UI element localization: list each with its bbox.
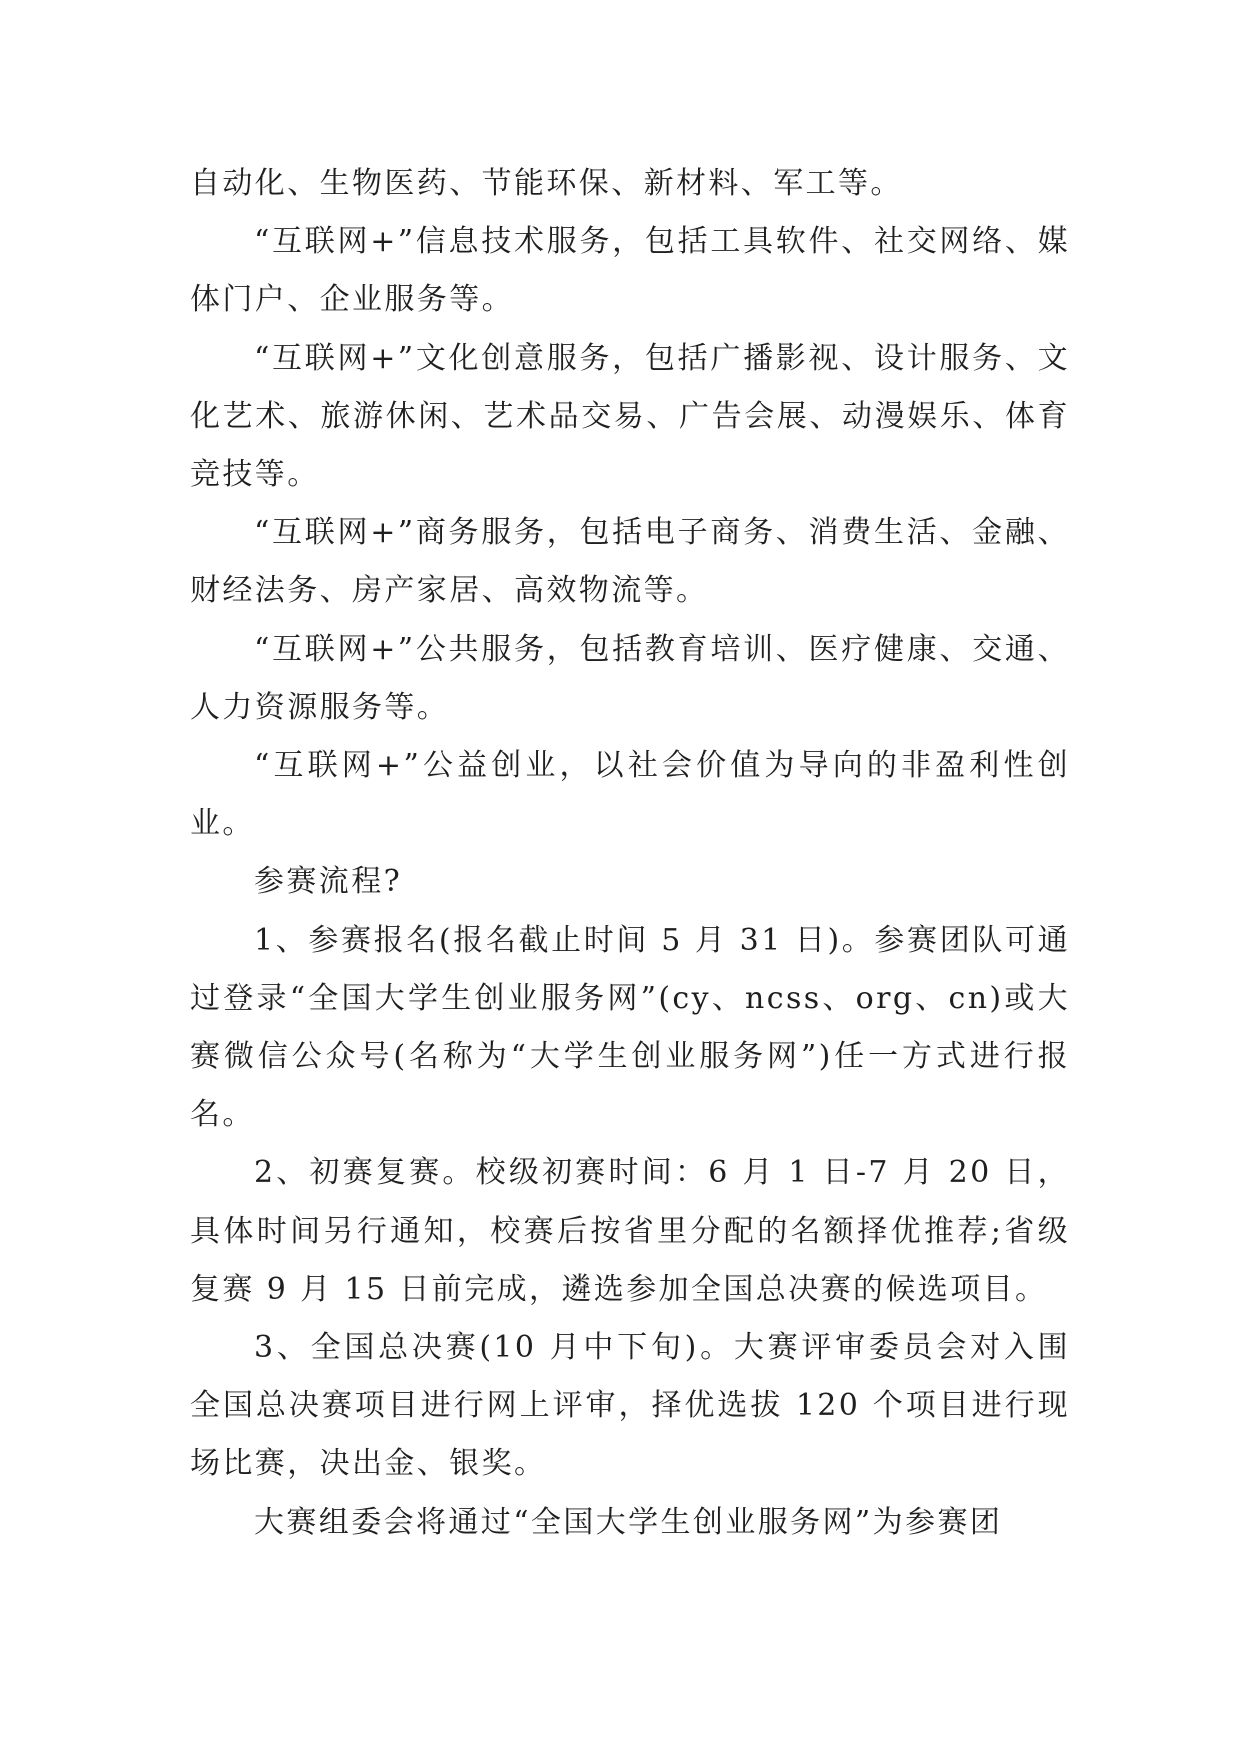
- document-body: [190, 155, 1070, 1552]
- paragraph-committee: 大赛组委会将通过“全国大学生创业服务网”为参赛团: [254, 1504, 1003, 1540]
- paragraph-public-welfare: “互联网+”公益创业，以社会价值为导向的非盈利性创业。: [190, 748, 1070, 842]
- paragraph-step-2: 2、初赛复赛。校级初赛时间：6 月 1 日-7 月 20 日，具体时间另行通知，校赛后按省里分配的名额择优推荐;省级复赛 9 月 15 日前完成，遴选参加全国总决赛的候选项目。: [190, 1155, 1070, 1307]
- paragraph-step-3: 3、全国总决赛(10 月中下旬)。大赛评审委员会对入围全国总决赛项目进行网上评审，择优选拔 120 个项目进行现场比赛，决出金、银奖。: [190, 1330, 1070, 1482]
- paragraph-culture: “互联网+”文化创意服务，包括广播影视、设计服务、文化艺术、旅游休闲、艺术品交易、广告会展、动漫娱乐、体育竞技等。: [190, 340, 1070, 493]
- paragraph-step-1: 1、参赛报名(报名截止时间 5 月 31 日)。参赛团队可通过登录“全国大学生创业服务网”(cy、ncss、org、cn)或大赛微信公众号(名称为“大学生创业服务网”)任一方式进行报名。: [190, 922, 1070, 1133]
- paragraph-public-service: “互联网+”公共服务，包括教育培训、医疗健康、交通、人力资源服务等。: [190, 631, 1070, 725]
- paragraph-process-heading: 参赛流程?: [254, 864, 403, 900]
- paragraph-continuation: 自动化、生物医药、节能环保、新材料、军工等。: [190, 166, 903, 201]
- paragraph-info-tech: “互联网+”信息技术服务，包括工具软件、社交网络、媒体门户、企业服务等。: [190, 224, 1070, 318]
- paragraph-commerce: “互联网+”商务服务，包括电子商务、消费生活、金融、财经法务、房产家居、高效物流等。: [190, 515, 1070, 609]
